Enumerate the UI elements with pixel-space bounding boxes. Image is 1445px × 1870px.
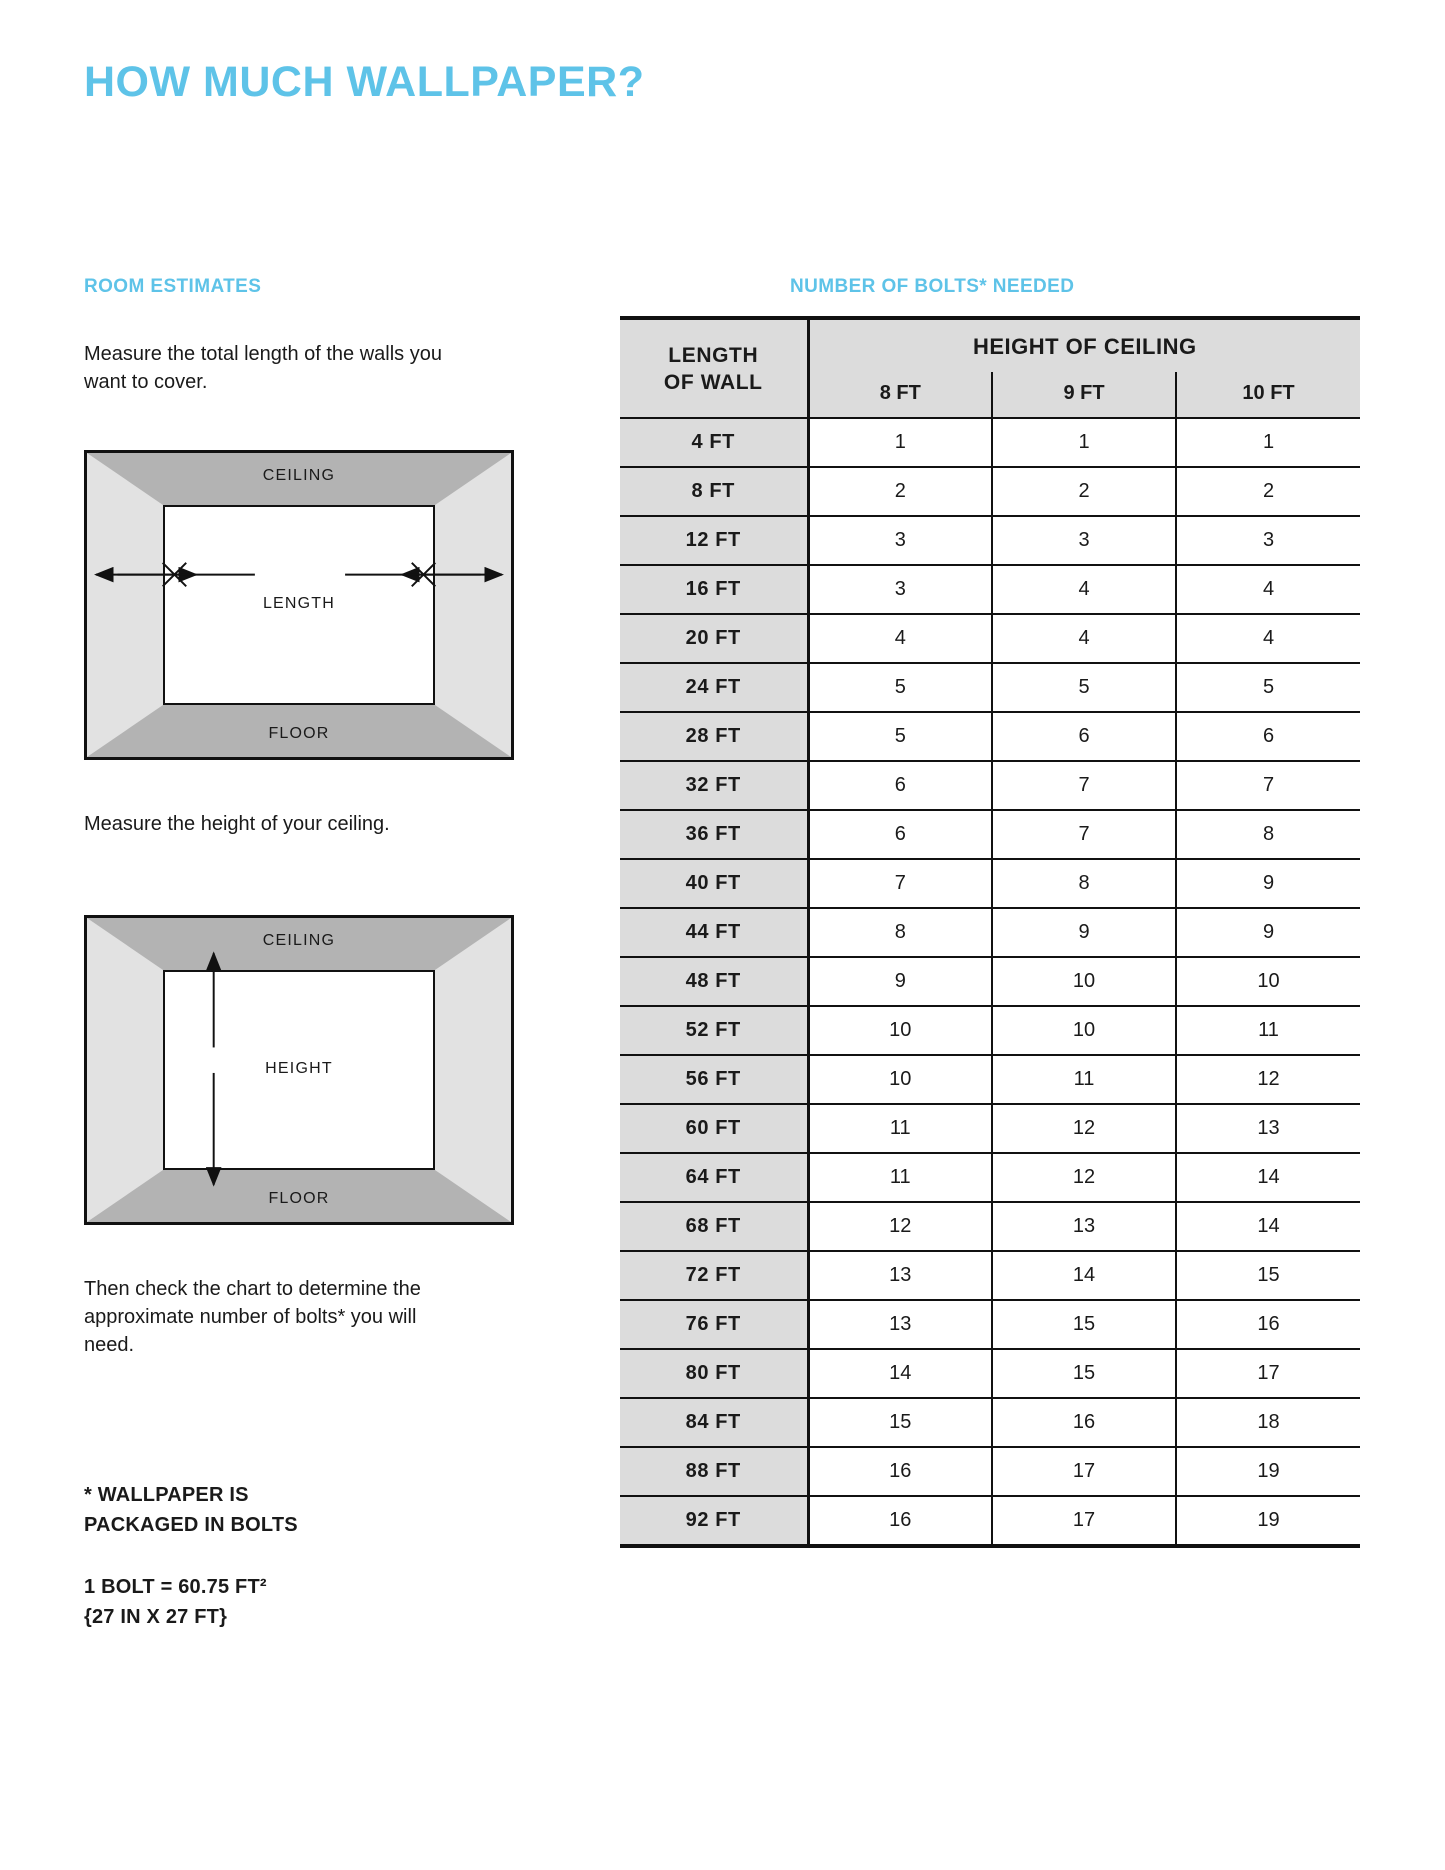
cell-bolts-8-ft: 5: [808, 712, 992, 761]
cell-bolts-8-ft: 3: [808, 516, 992, 565]
header-col-10ft: 10 FT: [1176, 372, 1360, 418]
row-label-wall-length: 28 FT: [620, 712, 808, 761]
floor-label: FLOOR: [268, 1190, 330, 1207]
cell-bolts-8-ft: 13: [808, 1251, 992, 1300]
cell-bolts-10-ft: 15: [1176, 1251, 1360, 1300]
cell-bolts-10-ft: 11: [1176, 1006, 1360, 1055]
cell-bolts-8-ft: 7: [808, 859, 992, 908]
cell-bolts-8-ft: 16: [808, 1447, 992, 1496]
header-height-of-ceiling: HEIGHT OF CEILING: [808, 318, 1360, 372]
table-row: [620, 1496, 1360, 1546]
table-row: [620, 1398, 1360, 1447]
room-estimates-heading: ROOM ESTIMATES: [84, 276, 262, 297]
cell-bolts-9-ft: 12: [992, 1153, 1176, 1202]
table-row: [620, 663, 1360, 712]
cell-bolts-8-ft: 5: [808, 663, 992, 712]
cell-bolts-9-ft: 10: [992, 957, 1176, 1006]
row-label-wall-length: 12 FT: [620, 516, 808, 565]
cell-bolts-8-ft: 15: [808, 1398, 992, 1447]
cell-bolts-9-ft: 6: [992, 712, 1176, 761]
instruction-measure-length: Measure the total length of the walls you want to cover.: [84, 343, 442, 393]
table-row: [620, 467, 1360, 516]
cell-bolts-10-ft: 19: [1176, 1496, 1360, 1546]
cell-bolts-10-ft: 12: [1176, 1055, 1360, 1104]
row-label-wall-length: 56 FT: [620, 1055, 808, 1104]
table-row: [620, 859, 1360, 908]
row-label-wall-length: 84 FT: [620, 1398, 808, 1447]
table-row: [620, 516, 1360, 565]
bolts-footnote-line2: PACKAGED IN BOLTS: [84, 1514, 298, 1536]
table-row: [620, 1055, 1360, 1104]
cell-bolts-10-ft: 18: [1176, 1398, 1360, 1447]
row-label-wall-length: 24 FT: [620, 663, 808, 712]
floor-label: FLOOR: [268, 725, 330, 742]
bolt-size-note: [84, 1572, 267, 1632]
cell-bolts-9-ft: 17: [992, 1447, 1176, 1496]
table-row: [620, 810, 1360, 859]
cell-bolts-10-ft: 19: [1176, 1447, 1360, 1496]
cell-bolts-8-ft: 11: [808, 1153, 992, 1202]
row-label-wall-length: 64 FT: [620, 1153, 808, 1202]
bolts-footnote: [84, 1480, 298, 1540]
cell-bolts-8-ft: 12: [808, 1202, 992, 1251]
row-label-wall-length: 4 FT: [620, 418, 808, 467]
cell-bolts-9-ft: 4: [992, 565, 1176, 614]
cell-bolts-8-ft: 1: [808, 418, 992, 467]
bolts-footnote-line1: * WALLPAPER IS: [84, 1484, 249, 1506]
cell-bolts-9-ft: 2: [992, 467, 1176, 516]
height-arrow-graphic: [87, 918, 511, 1222]
row-label-wall-length: 68 FT: [620, 1202, 808, 1251]
cell-bolts-9-ft: 10: [992, 1006, 1176, 1055]
cell-bolts-10-ft: 17: [1176, 1349, 1360, 1398]
table-row: [620, 908, 1360, 957]
row-label-wall-length: 44 FT: [620, 908, 808, 957]
table-body: [620, 418, 1360, 1546]
cell-bolts-9-ft: 11: [992, 1055, 1176, 1104]
row-label-wall-length: 8 FT: [620, 467, 808, 516]
cell-bolts-8-ft: 3: [808, 565, 992, 614]
height-label: HEIGHT: [265, 1060, 333, 1077]
cell-bolts-10-ft: 2: [1176, 467, 1360, 516]
row-label-wall-length: 40 FT: [620, 859, 808, 908]
cell-bolts-10-ft: 10: [1176, 957, 1360, 1006]
row-label-wall-length: 36 FT: [620, 810, 808, 859]
table-row: [620, 1104, 1360, 1153]
row-label-wall-length: 16 FT: [620, 565, 808, 614]
row-label-wall-length: 80 FT: [620, 1349, 808, 1398]
row-label-wall-length: 48 FT: [620, 957, 808, 1006]
bolts-table: [620, 316, 1360, 1548]
cell-bolts-8-ft: 8: [808, 908, 992, 957]
header-length-of-wall: [620, 318, 808, 418]
length-arrow-graphic: [87, 453, 511, 757]
cell-bolts-8-ft: 2: [808, 467, 992, 516]
row-label-wall-length: 20 FT: [620, 614, 808, 663]
header-length-line2: OF WALL: [663, 370, 763, 394]
bolts-needed-heading: NUMBER OF BOLTS* NEEDED: [790, 276, 1075, 297]
cell-bolts-9-ft: 15: [992, 1349, 1176, 1398]
cell-bolts-9-ft: 7: [992, 761, 1176, 810]
cell-bolts-9-ft: 4: [992, 614, 1176, 663]
row-label-wall-length: 32 FT: [620, 761, 808, 810]
cell-bolts-9-ft: 3: [992, 516, 1176, 565]
table-row: [620, 957, 1360, 1006]
cell-bolts-8-ft: 6: [808, 810, 992, 859]
table-row: [620, 565, 1360, 614]
row-label-wall-length: 72 FT: [620, 1251, 808, 1300]
instruction-check-chart: Then check the chart to determine the approximate number of bolts* you will need.: [84, 1278, 421, 1356]
page-title: HOW MUCH WALLPAPER?: [84, 58, 645, 106]
cell-bolts-9-ft: 7: [992, 810, 1176, 859]
cell-bolts-8-ft: 9: [808, 957, 992, 1006]
cell-bolts-10-ft: 4: [1176, 565, 1360, 614]
cell-bolts-9-ft: 8: [992, 859, 1176, 908]
table-row: [620, 1447, 1360, 1496]
table-row: [620, 1251, 1360, 1300]
bolt-size-line1: 1 BOLT = 60.75 FT²: [84, 1576, 267, 1598]
cell-bolts-8-ft: 13: [808, 1300, 992, 1349]
cell-bolts-10-ft: 16: [1176, 1300, 1360, 1349]
cell-bolts-10-ft: 9: [1176, 908, 1360, 957]
row-label-wall-length: 76 FT: [620, 1300, 808, 1349]
cell-bolts-9-ft: 9: [992, 908, 1176, 957]
header-col-9ft: 9 FT: [992, 372, 1176, 418]
cell-bolts-9-ft: 16: [992, 1398, 1176, 1447]
cell-bolts-8-ft: 11: [808, 1104, 992, 1153]
cell-bolts-10-ft: 14: [1176, 1153, 1360, 1202]
header-col-8ft: 8 FT: [808, 372, 992, 418]
bolts-table-container: [620, 316, 1360, 1548]
cell-bolts-9-ft: 12: [992, 1104, 1176, 1153]
cell-bolts-10-ft: 5: [1176, 663, 1360, 712]
header-length-line1: LENGTH: [668, 343, 759, 367]
cell-bolts-10-ft: 8: [1176, 810, 1360, 859]
cell-bolts-8-ft: 16: [808, 1496, 992, 1546]
table-row: [620, 761, 1360, 810]
table-row: [620, 712, 1360, 761]
cell-bolts-9-ft: 14: [992, 1251, 1176, 1300]
table-header: [620, 318, 1360, 418]
table-row: [620, 1202, 1360, 1251]
row-label-wall-length: 92 FT: [620, 1496, 808, 1546]
cell-bolts-9-ft: 17: [992, 1496, 1176, 1546]
row-label-wall-length: 60 FT: [620, 1104, 808, 1153]
table-row: [620, 1006, 1360, 1055]
cell-bolts-8-ft: 10: [808, 1006, 992, 1055]
row-label-wall-length: 52 FT: [620, 1006, 808, 1055]
cell-bolts-9-ft: 15: [992, 1300, 1176, 1349]
cell-bolts-8-ft: 14: [808, 1349, 992, 1398]
cell-bolts-10-ft: 3: [1176, 516, 1360, 565]
cell-bolts-10-ft: 7: [1176, 761, 1360, 810]
cell-bolts-10-ft: 9: [1176, 859, 1360, 908]
ceiling-label: CEILING: [262, 467, 336, 484]
cell-bolts-10-ft: 6: [1176, 712, 1360, 761]
cell-bolts-9-ft: 13: [992, 1202, 1176, 1251]
bolt-size-line2: {27 IN X 27 FT}: [84, 1606, 228, 1628]
room-diagram-length: [84, 450, 514, 760]
cell-bolts-10-ft: 14: [1176, 1202, 1360, 1251]
room-diagram-height: [84, 915, 514, 1225]
cell-bolts-8-ft: 10: [808, 1055, 992, 1104]
table-row: [620, 418, 1360, 467]
table-row: [620, 614, 1360, 663]
cell-bolts-10-ft: 1: [1176, 418, 1360, 467]
cell-bolts-9-ft: 1: [992, 418, 1176, 467]
table-row: [620, 1153, 1360, 1202]
cell-bolts-10-ft: 13: [1176, 1104, 1360, 1153]
instruction-measure-height: Measure the height of your ceiling.: [84, 813, 390, 835]
cell-bolts-8-ft: 4: [808, 614, 992, 663]
table-row: [620, 1300, 1360, 1349]
cell-bolts-9-ft: 5: [992, 663, 1176, 712]
row-label-wall-length: 88 FT: [620, 1447, 808, 1496]
ceiling-label: CEILING: [262, 932, 336, 949]
length-label: LENGTH: [262, 595, 336, 612]
cell-bolts-10-ft: 4: [1176, 614, 1360, 663]
table-row: [620, 1349, 1360, 1398]
cell-bolts-8-ft: 6: [808, 761, 992, 810]
